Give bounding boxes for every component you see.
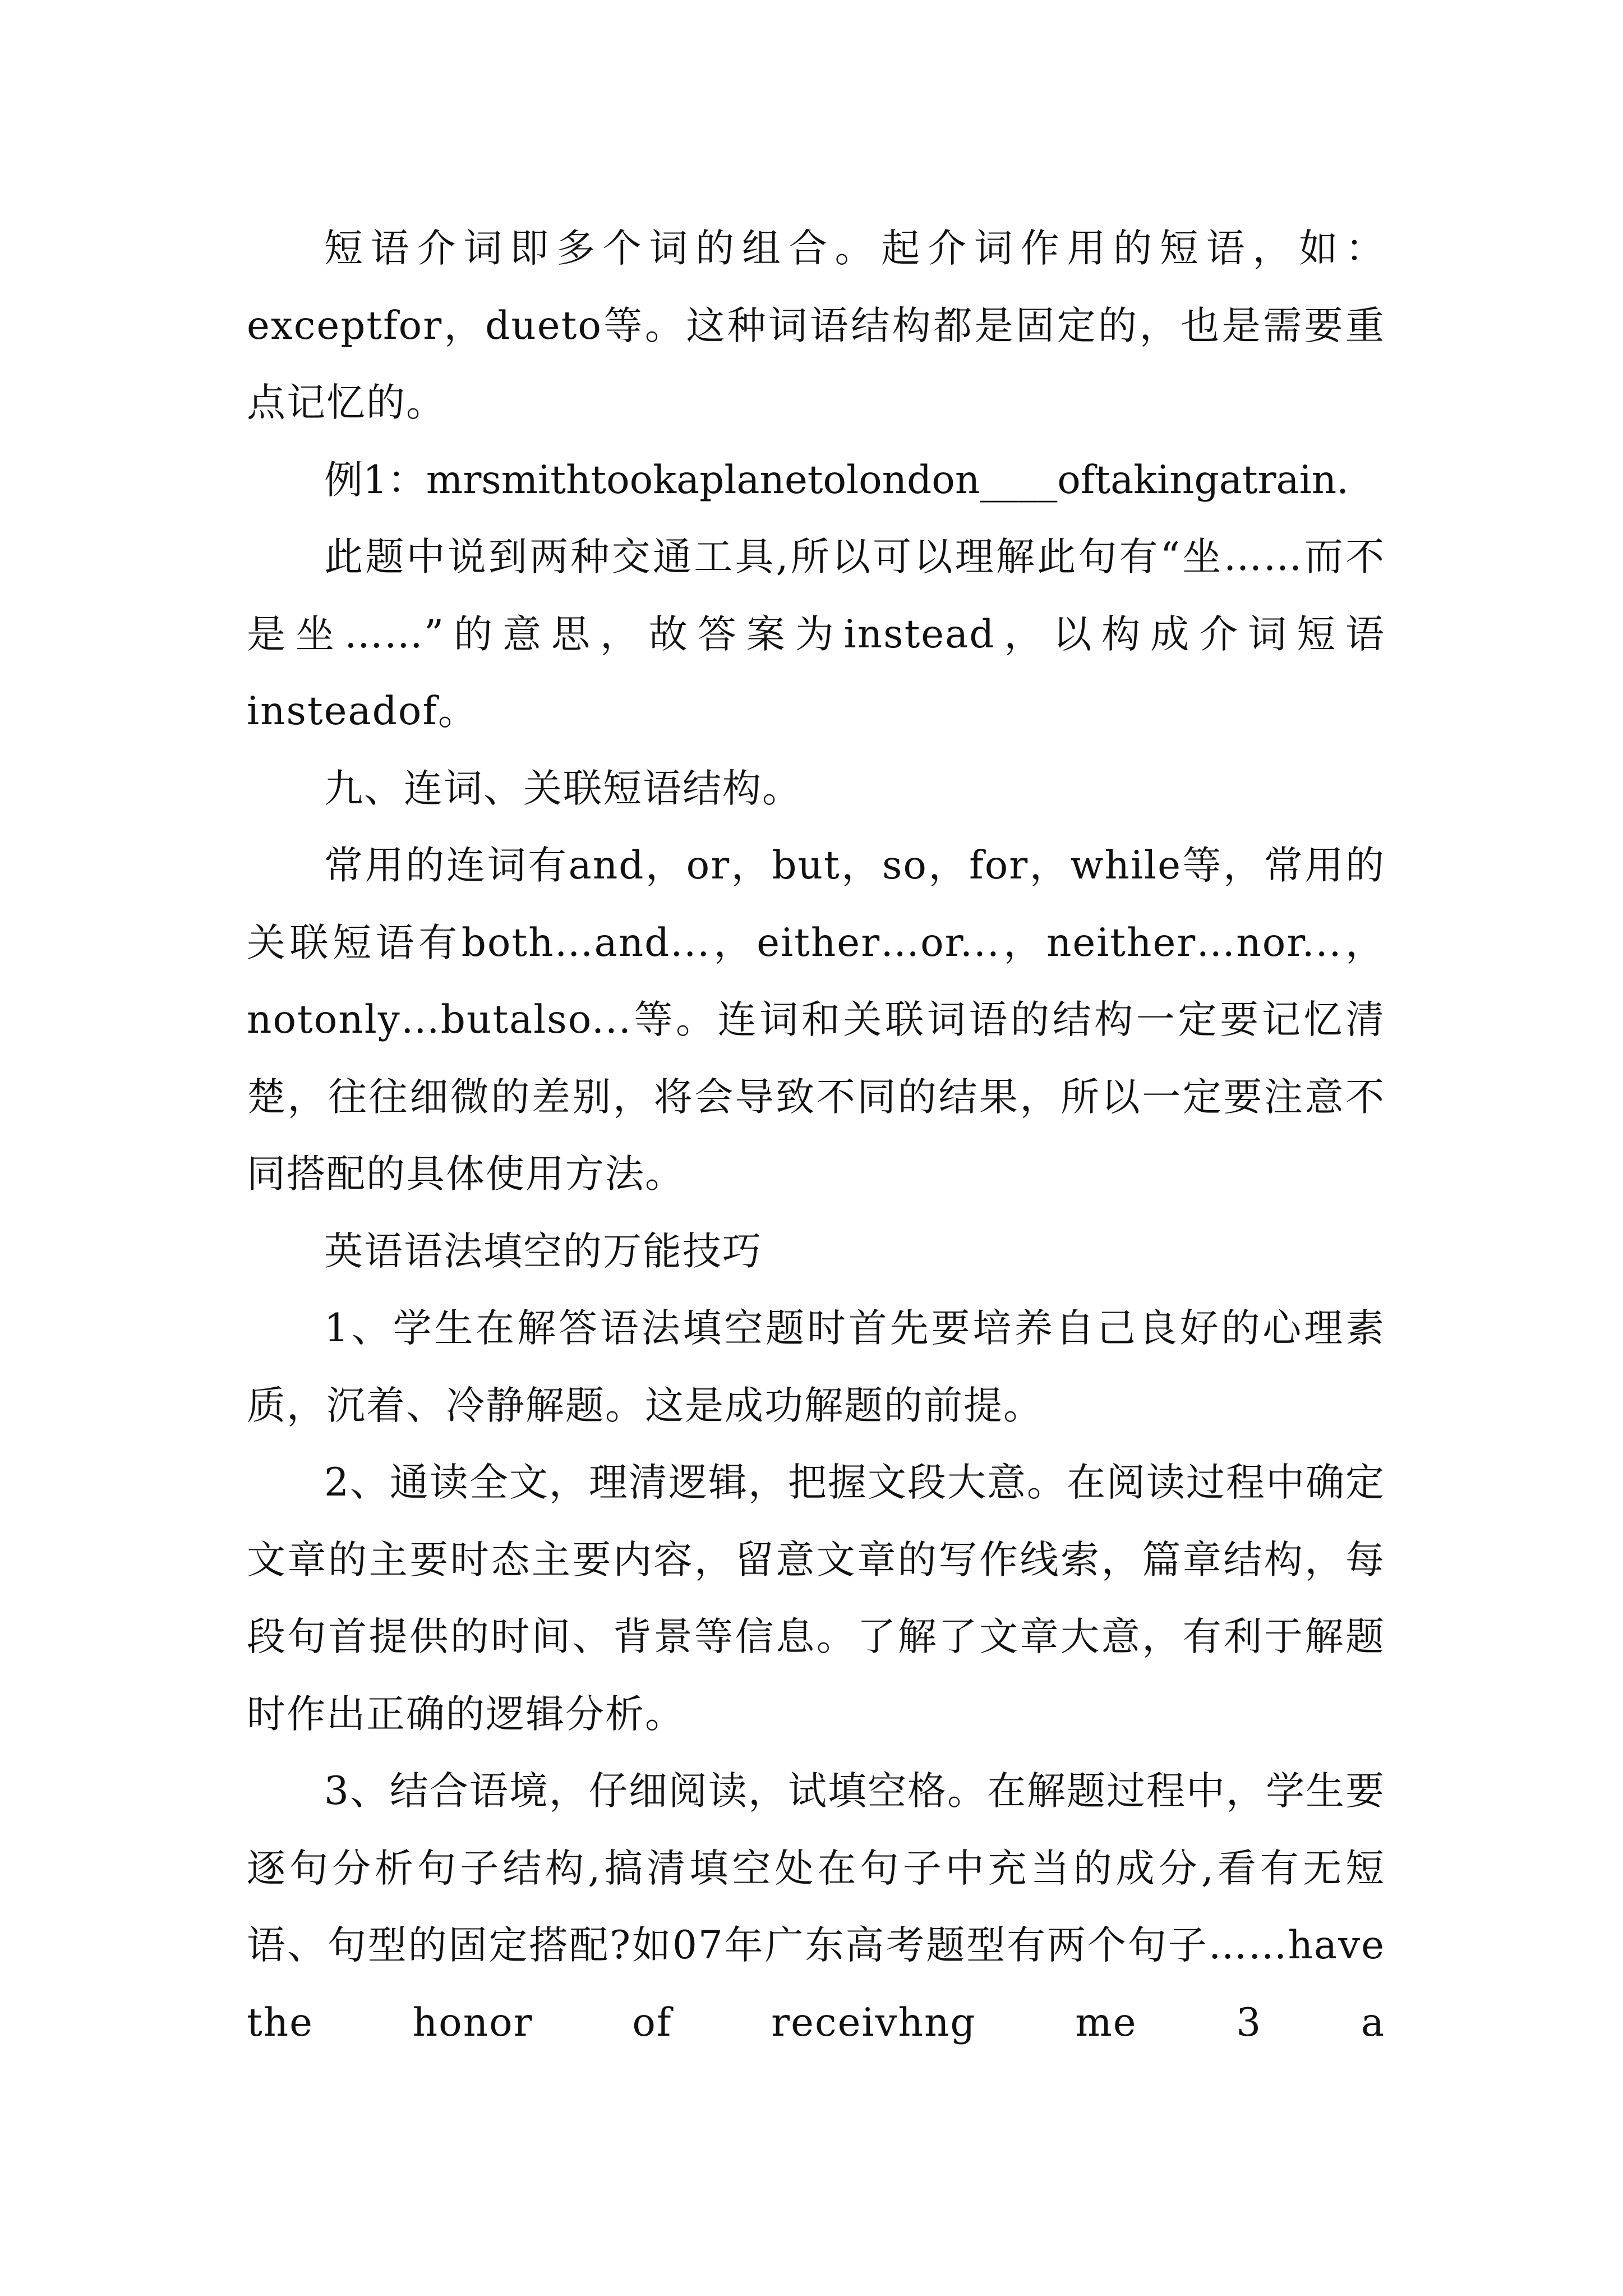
paragraph-example-explanation: 此题中说到两种交通工具,所以可以理解此句有“坐……而不是坐……”的意思，故答案为instead，以构成介词短语insteadof。 — [247, 535, 1385, 734]
document-body — [247, 210, 1385, 2062]
paragraph-example-1: 例1：mrsmithtookaplanetolondon____oftakingatrain. — [324, 457, 1349, 503]
section-heading-tips: 英语语法填空的万能技巧 — [324, 1228, 762, 1274]
section-heading-conjunctions: 九、连词、关联短语结构。 — [324, 766, 802, 811]
paragraph-tip-3: 3、结合语境，仔细阅读，试填空格。在解题过程中，学生要逐句分析句子结构,搞清填空处在句子中充当的成分,看有无短语、句型的固定搭配?如07年广东高考题型有两个句子……have the honor of receivhng me 3 a — [247, 1769, 1385, 2045]
paragraph-tip-2: 2、通读全文，理清逻辑，把握文段大意。在阅读过程中确定文章的主要时态主要内容，留意文章的写作线索，篇章结构，每段句首提供的时间、背景等信息。了解了文章大意，有利于解题时作出正确的逻辑分析。 — [247, 1460, 1385, 1737]
paragraph-conjunctions: 常用的连词有and，or，but，so，for，while等，常用的关联短语有both…and...，either…or...，neither…nor...，notonly…butalso...等。连词和关联词语的结构一定要记忆清楚，往往细微的差别，将会导致不同的结果，所以一定要注意不同搭配的具体使用方法。 — [247, 843, 1386, 1197]
paragraph-phrasal-prepositions: 短语介词即多个词的组合。起介词作用的短语，如：exceptfor，dueto等。这种词语结构都是固定的，也是需要重点记忆的。 — [247, 226, 1385, 425]
paragraph-tip-1: 1、学生在解答语法填空题时首先要培养自己良好的心理素质，沉着、冷静解题。这是成功解题的前提。 — [247, 1306, 1385, 1428]
